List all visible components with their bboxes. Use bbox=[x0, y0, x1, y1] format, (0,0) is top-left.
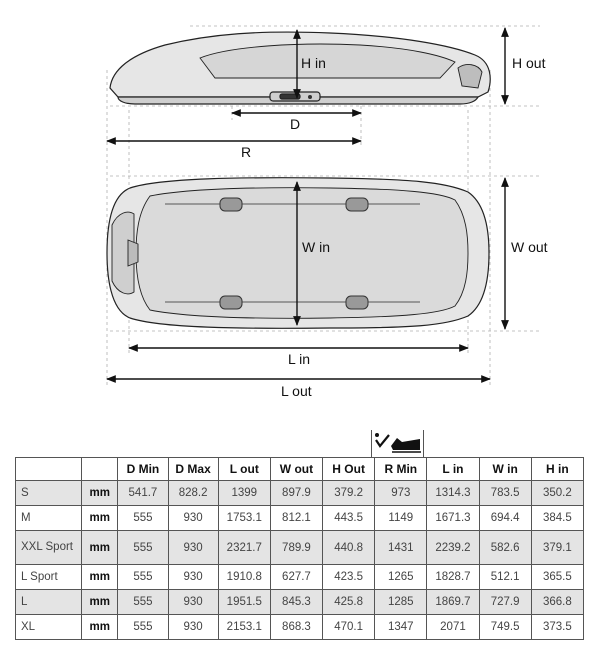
cell-l-in: 1869.7 bbox=[427, 590, 479, 615]
cell-l-out: 1399 bbox=[218, 481, 270, 506]
cell-h-out: 425.8 bbox=[323, 590, 375, 615]
cell-d-min: 555 bbox=[118, 615, 168, 640]
cell-d-max: 930 bbox=[168, 506, 218, 531]
cell-d-max: 930 bbox=[168, 615, 218, 640]
header-l-out: L out bbox=[218, 458, 270, 481]
cell-w-in: 512.1 bbox=[479, 565, 531, 590]
label-w-in: W in bbox=[302, 239, 330, 255]
cell-w-in: 783.5 bbox=[479, 481, 531, 506]
header-l-in: L in bbox=[427, 458, 479, 481]
cell-l-out: 1910.8 bbox=[218, 565, 270, 590]
label-r: R bbox=[241, 144, 252, 160]
cell-r-min: 1149 bbox=[375, 506, 427, 531]
cell-h-out: 443.5 bbox=[323, 506, 375, 531]
cell-w-out: 812.1 bbox=[270, 506, 322, 531]
cell-h-in: 379.1 bbox=[531, 531, 583, 565]
cell-model: XXL Sport bbox=[16, 531, 82, 565]
table-row bbox=[16, 590, 584, 615]
cell-r-min: 1431 bbox=[375, 531, 427, 565]
cell-l-out: 1951.5 bbox=[218, 590, 270, 615]
cell-r-min: 1285 bbox=[375, 590, 427, 615]
cell-l-in: 1314.3 bbox=[427, 481, 479, 506]
cell-h-out: 470.1 bbox=[323, 615, 375, 640]
label-w-out: W out bbox=[511, 239, 548, 255]
cell-h-in: 350.2 bbox=[531, 481, 583, 506]
cell-w-out: 789.9 bbox=[270, 531, 322, 565]
header-unit bbox=[82, 458, 118, 481]
header-r-min: R Min bbox=[375, 458, 427, 481]
header-w-in: W in bbox=[479, 458, 531, 481]
cell-model: S bbox=[16, 481, 82, 506]
table-row bbox=[16, 565, 584, 590]
cell-h-out: 379.2 bbox=[323, 481, 375, 506]
cell-h-out: 423.5 bbox=[323, 565, 375, 590]
table-row bbox=[16, 481, 584, 506]
label-l-in: L in bbox=[288, 351, 311, 367]
roof-box-top-view bbox=[107, 178, 489, 329]
cell-w-in: 582.6 bbox=[479, 531, 531, 565]
cell-w-in: 727.9 bbox=[479, 590, 531, 615]
cell-h-in: 366.8 bbox=[531, 590, 583, 615]
table-row bbox=[16, 531, 584, 565]
cell-d-min: 555 bbox=[118, 506, 168, 531]
header-model bbox=[16, 458, 82, 481]
cell-unit: mm bbox=[82, 531, 118, 565]
cell-d-min: 555 bbox=[118, 531, 168, 565]
cell-unit: mm bbox=[82, 590, 118, 615]
cell-d-max: 930 bbox=[168, 531, 218, 565]
header-h-out: H Out bbox=[323, 458, 375, 481]
cell-d-max: 930 bbox=[168, 565, 218, 590]
cell-l-out: 1753.1 bbox=[218, 506, 270, 531]
ok-roof-box-icon bbox=[371, 430, 424, 457]
cell-d-max: 828.2 bbox=[168, 481, 218, 506]
header-d-max: D Max bbox=[168, 458, 218, 481]
cell-unit: mm bbox=[82, 565, 118, 590]
table-row bbox=[16, 506, 584, 531]
cell-d-min: 541.7 bbox=[118, 481, 168, 506]
label-h-in: H in bbox=[301, 55, 326, 71]
header-w-out: W out bbox=[270, 458, 322, 481]
cell-l-in: 2071 bbox=[427, 615, 479, 640]
cell-model: XL bbox=[16, 615, 82, 640]
cell-r-min: 1265 bbox=[375, 565, 427, 590]
cell-h-in: 373.5 bbox=[531, 615, 583, 640]
cell-d-min: 555 bbox=[118, 565, 168, 590]
cell-w-in: 749.5 bbox=[479, 615, 531, 640]
cell-unit: mm bbox=[82, 615, 118, 640]
cell-l-out: 2153.1 bbox=[218, 615, 270, 640]
cell-r-min: 973 bbox=[375, 481, 427, 506]
header-h-in: H in bbox=[531, 458, 583, 481]
label-l-out: L out bbox=[281, 383, 312, 399]
cell-unit: mm bbox=[82, 506, 118, 531]
dimensions-table bbox=[15, 457, 584, 640]
header-d-min: D Min bbox=[118, 458, 168, 481]
cell-w-out: 868.3 bbox=[270, 615, 322, 640]
cell-h-in: 365.5 bbox=[531, 565, 583, 590]
cell-model: M bbox=[16, 506, 82, 531]
cell-l-out: 2321.7 bbox=[218, 531, 270, 565]
cell-model: L bbox=[16, 590, 82, 615]
cell-d-min: 555 bbox=[118, 590, 168, 615]
cell-h-out: 440.8 bbox=[323, 531, 375, 565]
cell-l-in: 2239.2 bbox=[427, 531, 479, 565]
cell-w-out: 897.9 bbox=[270, 481, 322, 506]
table-row bbox=[16, 615, 584, 640]
cell-l-in: 1671.3 bbox=[427, 506, 479, 531]
cell-d-max: 930 bbox=[168, 590, 218, 615]
label-h-out: H out bbox=[512, 55, 546, 71]
cell-w-out: 845.3 bbox=[270, 590, 322, 615]
cell-l-in: 1828.7 bbox=[427, 565, 479, 590]
cell-w-out: 627.7 bbox=[270, 565, 322, 590]
cell-model: L Sport bbox=[16, 565, 82, 590]
table-header-row bbox=[16, 458, 584, 481]
cell-unit: mm bbox=[82, 481, 118, 506]
cell-h-in: 384.5 bbox=[531, 506, 583, 531]
label-d: D bbox=[290, 116, 301, 132]
cell-r-min: 1347 bbox=[375, 615, 427, 640]
cell-w-in: 694.4 bbox=[479, 506, 531, 531]
